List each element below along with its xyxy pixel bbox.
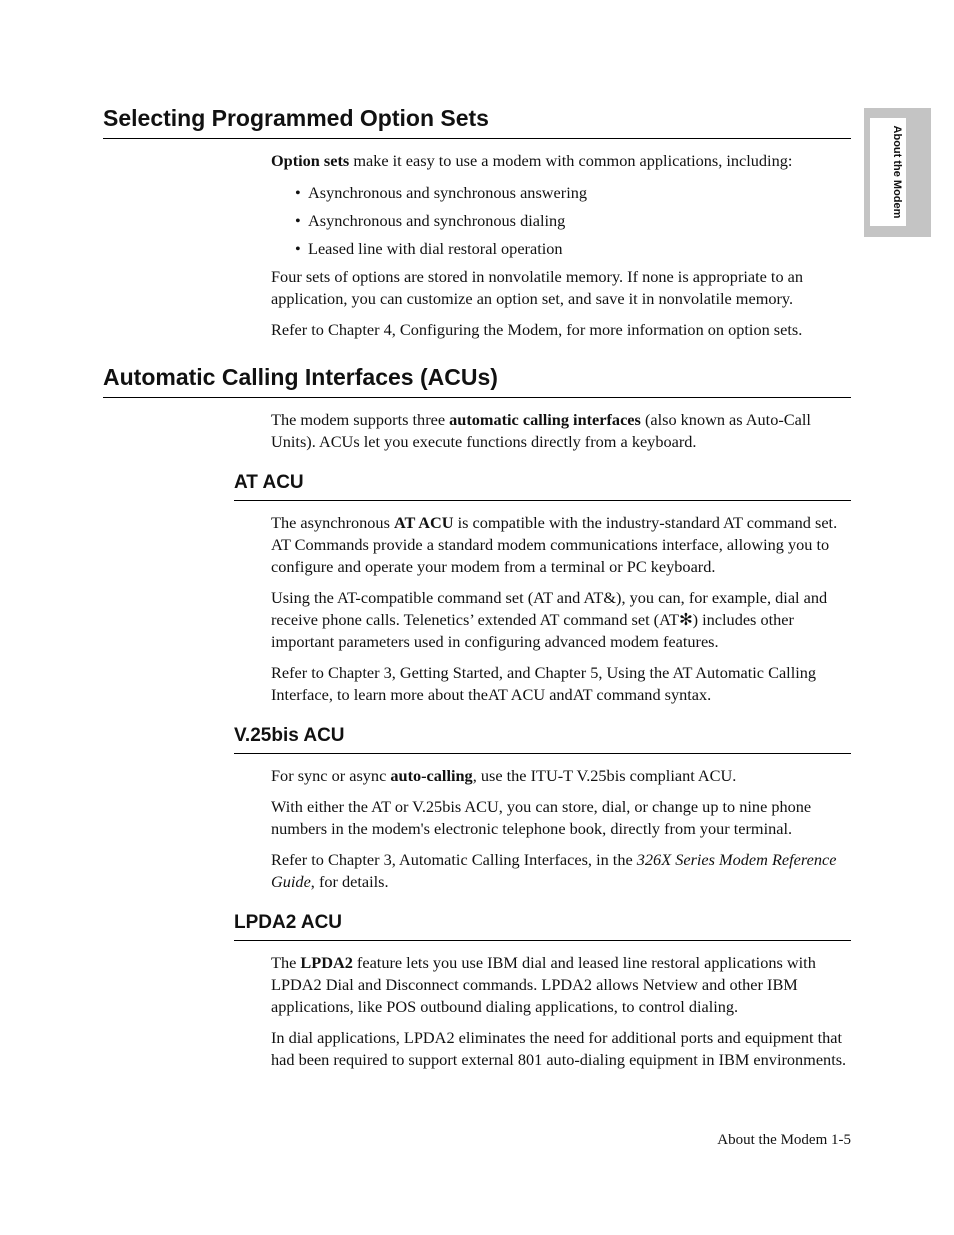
heading-lpda2-acu: LPDA2 ACU: [234, 911, 851, 941]
v25bis-text-b: , use the ITU-T V.25bis compliant ACU.: [472, 766, 737, 785]
option-sets-paragraph-2: Four sets of options are stored in nonvolatile memory. If none is appropriate to an application, you can customize an option set, and save it in nonvolatile memory.: [271, 267, 804, 308]
bullet-text: Asynchronous and synchronous dialing: [308, 211, 566, 230]
heading-option-sets: Selecting Programmed Option Sets: [103, 104, 851, 139]
at-acu-paragraph-2: Using the AT-compatible command set (AT and AT&), you can, for example, dial and receive phone calls. Telenetics’ extended AT command set (AT✻) includes other important parameters used in configuring advanced modem features.: [271, 588, 828, 651]
lpda2-paragraph-1: [271, 952, 853, 1018]
at-acu-text-a: The asynchronous: [271, 513, 394, 532]
page-footer: About the Modem 1-5: [717, 1132, 851, 1148]
v25bis-text-a: For sync or async: [271, 766, 391, 785]
v25bis-paragraph-1: [271, 765, 853, 787]
lpda2-term: LPDA2: [300, 953, 353, 972]
lpda2-paragraph-2: In dial applications, LPDA2 eliminates the need for additional ports and equipment that had been required to support external 801 auto-dialing equipment in IBM environments.: [271, 1028, 847, 1069]
acus-term: automatic calling interfaces: [449, 410, 641, 429]
side-tab-label: About the Modem: [891, 125, 903, 219]
v25bis-paragraph-2: With either the AT or V.25bis ACU, you can store, dial, or change up to nine phone numbers in the modem's electronic telephone book, directly from your terminal.: [271, 797, 812, 838]
acus-text-a: The modem supports three: [271, 410, 450, 429]
side-tab: [864, 108, 931, 237]
v25bis-ref-text-b: , for details.: [310, 872, 389, 891]
bullet-text: Leased line with dial restoral operation: [308, 239, 563, 258]
bullet-item: • Leased line with dial restoral operation: [295, 239, 563, 258]
option-sets-intro: [271, 150, 853, 172]
heading-acus: Automatic Calling Interfaces (ACUs): [103, 363, 851, 398]
heading-v25bis-acu: V.25bis ACU: [234, 724, 851, 754]
lpda2-text-a: The: [271, 953, 301, 972]
v25bis-paragraph-3: [271, 849, 853, 893]
at-acu-term: AT ACU: [393, 513, 454, 532]
heading-at-acu: AT ACU: [234, 471, 851, 501]
at-acu-paragraph-3: Refer to Chapter 3, Getting Started, and Chapter 5, Using the AT Automatic Calling Interface, to learn more about theAT ACU andAT command syntax.: [271, 663, 817, 704]
acus-paragraph: [271, 409, 853, 453]
bullet-item: • Asynchronous and synchronous dialing: [295, 211, 566, 230]
at-acu-paragraph-1: [271, 512, 853, 578]
v25bis-ref-text-a: Refer to Chapter 3, Automatic Calling Interfaces, in the: [271, 850, 637, 869]
option-sets-intro-text: make it easy to use a modem with common applications, including:: [349, 151, 793, 170]
acus-text-b: (also known as Auto-Call Units). ACUs let you execute functions directly from a keyboard.: [271, 410, 811, 451]
reference-guide-title: 326X Series Modem Reference Guide: [271, 850, 837, 891]
bullet-item: • Asynchronous and synchronous answering: [295, 183, 587, 202]
bullet-text: Asynchronous and synchronous answering: [308, 183, 587, 202]
v25bis-term: auto-calling: [390, 766, 473, 785]
lpda2-text-b: feature lets you use IBM dial and leased line restoral applications with LPDA2 Dial and Disconnect commands. LPDA2 allows Netview and other IBM applications, like POS outbound dialing applications, to control dialing.: [271, 953, 816, 1016]
option-sets-term: Option sets: [271, 151, 350, 170]
at-acu-text-b: is compatible with the industry-standard AT command set. AT Commands provide a standard modem communications interface, allowing you to configure and operate your modem from a terminal or PC keyboard.: [271, 513, 838, 576]
option-sets-paragraph-3: Refer to Chapter 4, Configuring the Modem, for more information on option sets.: [271, 320, 803, 339]
